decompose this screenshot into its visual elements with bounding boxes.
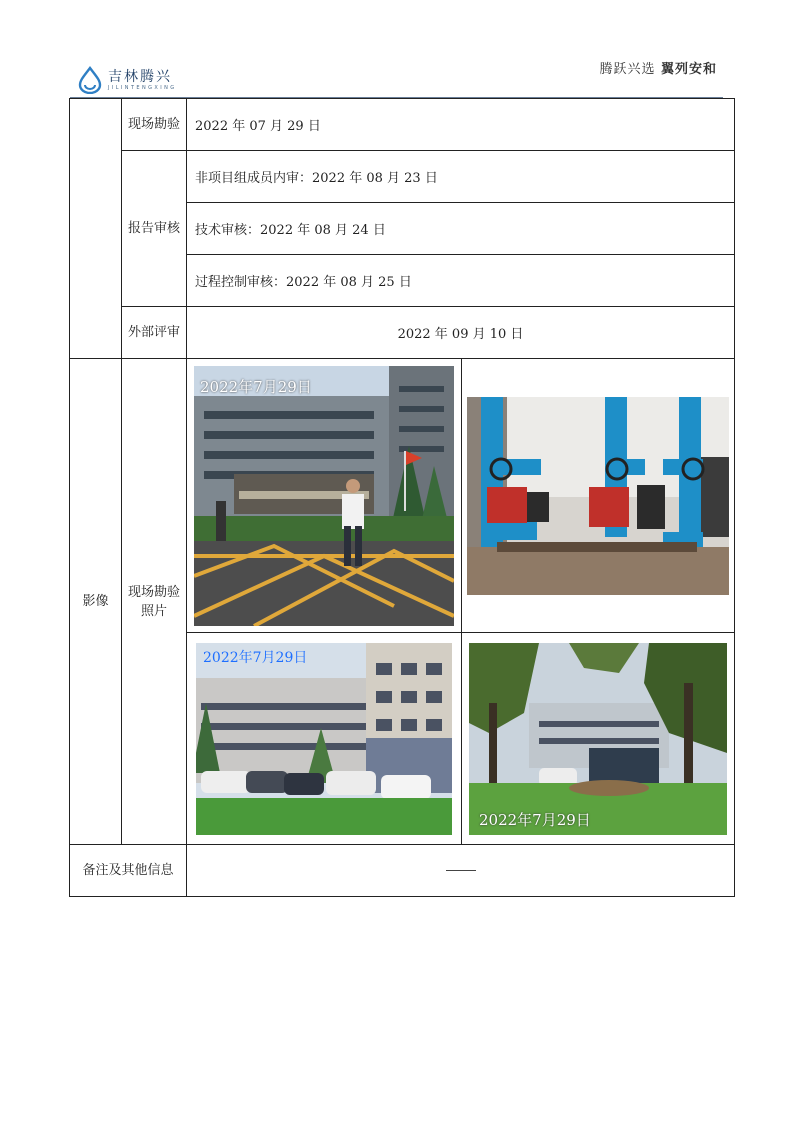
blank-category-cell — [70, 99, 122, 359]
logo-english-name: JILINTENGXING — [108, 84, 177, 91]
photo-cell-4 — [462, 633, 735, 845]
internal-review-date: 非项目组成员内审：2022 年 08 月 23 日 — [187, 151, 735, 203]
photo-cell-1 — [187, 359, 462, 633]
company-logo — [76, 66, 177, 94]
photo-pump-room — [467, 397, 729, 595]
photo-trees-building — [469, 643, 727, 835]
process-review-date: 过程控制审核：2022 年 08 月 25 日 — [187, 255, 735, 307]
notes-row — [70, 845, 735, 897]
empty-dash — [446, 870, 476, 871]
header-slogan: 腾跃兴选 翼列安和 — [599, 62, 717, 77]
notes-value — [187, 845, 735, 897]
photo-date-stamp-4: 2022年7月29日 — [479, 810, 591, 829]
site-survey-date: 2022 年 07 月 29 日 — [187, 99, 735, 151]
external-review-row — [70, 307, 735, 359]
internal-review-row — [70, 151, 735, 203]
logo-chinese-name: 吉林腾兴 — [108, 68, 172, 85]
images-category-label: 影像 — [70, 359, 122, 845]
site-photos-label: 现场勘验照片 — [122, 359, 187, 845]
report-review-label: 报告审核 — [122, 151, 187, 307]
logo-drop-icon — [76, 66, 104, 94]
external-review-date: 2022 年 09 月 10 日 — [187, 307, 735, 359]
site-survey-row — [70, 99, 735, 151]
photo-cell-2 — [462, 359, 735, 633]
photo-cell-3 — [187, 633, 462, 845]
photo-building-parking — [196, 643, 452, 835]
photo-factory-front — [194, 366, 454, 626]
review-table — [69, 98, 735, 897]
photo-date-stamp-1: 2022年7月29日 — [200, 377, 312, 396]
site-survey-label: 现场勘验 — [122, 99, 187, 151]
technical-review-date: 技术审核：2022 年 08 月 24 日 — [187, 203, 735, 255]
notes-label: 备注及其他信息 — [70, 845, 187, 897]
external-review-label: 外部评审 — [122, 307, 187, 359]
photo-date-stamp-3: 2022年7月29日 — [203, 649, 308, 666]
photo-row-1 — [70, 359, 735, 633]
